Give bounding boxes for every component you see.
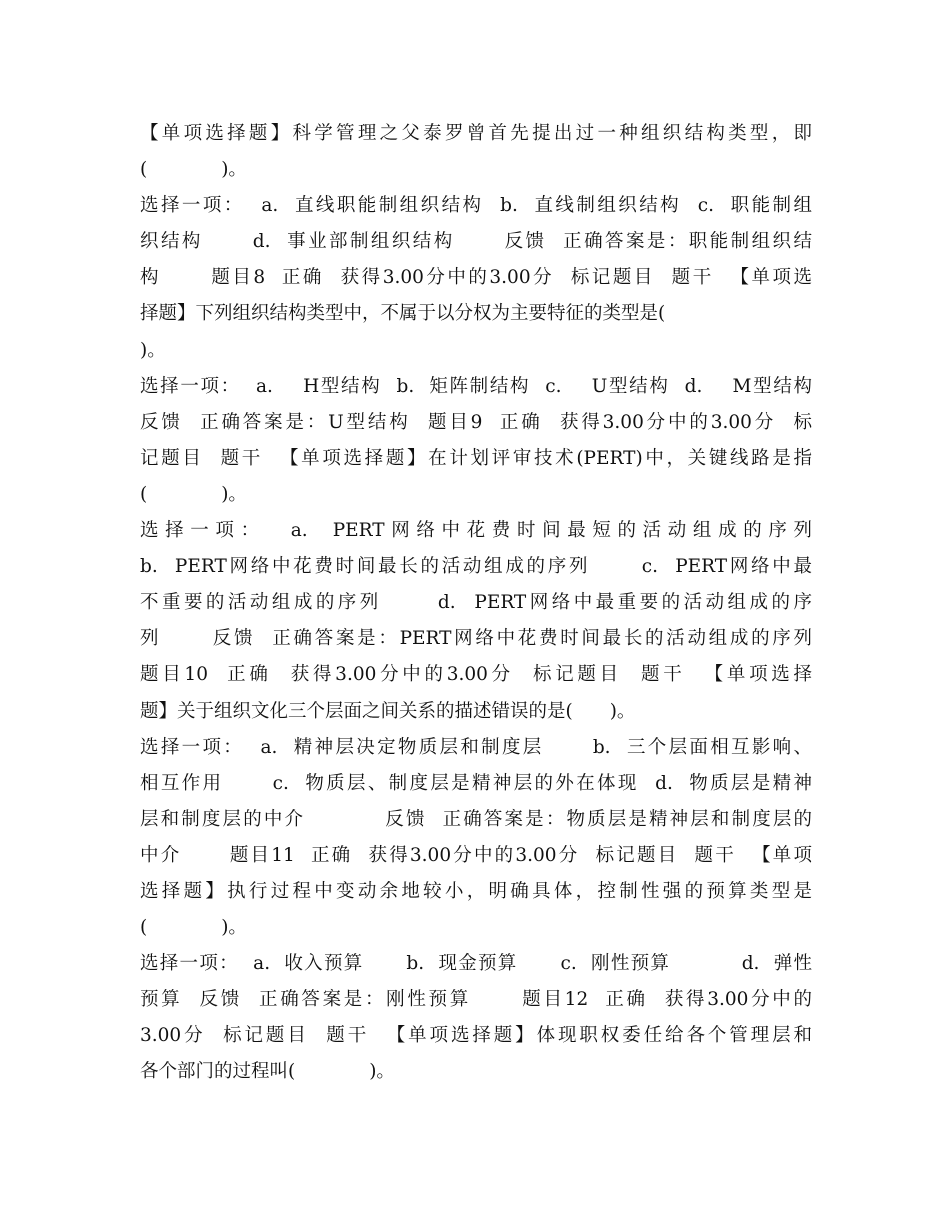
text-line: 反馈 正确答案是：U型结构 题目9 正确 获得3.00分中的3.00分 标 — [140, 411, 812, 433]
text-line: 相互作用 c. 物质层、制度层是精神层的外在体现 d. 物质层是精神 — [140, 772, 812, 794]
text-line: 层和制度层的中介 反馈 正确答案是：物质层是精神层和制度层的 — [140, 808, 812, 830]
text-line: ( )。 — [140, 483, 247, 505]
text-line: 各个部门的过程叫( )。 — [140, 1061, 395, 1083]
text-line: 3.00分 标记题目 题干 【单项选择题】体现职权委任给各个管理层和 — [140, 1025, 812, 1047]
text-line: 选择一项： a. H型结构 b. 矩阵制结构 c. U型结构 d. M型结构 — [140, 375, 812, 397]
text-line: 织结构 d. 事业部制组织结构 反馈 正确答案是：职能制组织结 — [140, 231, 812, 253]
text-line: 择题】下列组织结构类型中，不属于以分权为主要特征的类型是( — [140, 303, 666, 325]
text-line: ( )。 — [140, 159, 247, 181]
text-line: 记题目 题干 【单项选择题】在计划评审技术(PERT)中，关键线路是指 — [140, 447, 812, 469]
text-line: 选择一项： a. PERT网络中花费时间最短的活动组成的序列 — [140, 520, 812, 542]
text-line: 选择题】执行过程中变动余地较小，明确具体，控制性强的预算类型是 — [140, 880, 812, 902]
text-line: 选择一项： a. 直线职能制组织结构 b. 直线制组织结构 c. 职能制组 — [140, 195, 812, 217]
text-line: 列 反馈 正确答案是：PERT网络中花费时间最长的活动组成的序列 — [140, 628, 812, 650]
text-line: ( )。 — [140, 917, 247, 939]
text-line: 预算 反馈 正确答案是：刚性预算 题目12 正确 获得3.00分中的 — [140, 989, 812, 1011]
text-line: b. PERT网络中花费时间最长的活动组成的序列 c. PERT网络中最 — [140, 556, 812, 578]
text-line: 题】关于组织文化三个层面之间关系的描述错误的是( )。 — [140, 700, 636, 722]
text-line: 题目10 正确 获得3.00分中的3.00分 标记题目 题干 【单项选择 — [140, 664, 812, 686]
text-line: 选择一项： a. 精神层决定物质层和制度层 b. 三个层面相互影响、 — [140, 736, 812, 758]
text-line: 选择一项： a. 收入预算 b. 现金预算 c. 刚性预算 d. 弹性 — [140, 953, 812, 975]
document-body — [140, 116, 812, 1091]
text-line: 【单项选择题】科学管理之父泰罗曾首先提出过一种组织结构类型，即 — [140, 123, 812, 144]
text-line: 不重要的活动组成的序列 d. PERT网络中最重要的活动组成的序 — [140, 592, 812, 614]
text-line: 中介 题目11 正确 获得3.00分中的3.00分 标记题目 题干 【单项 — [140, 844, 812, 866]
text-line: 构 题目8 正确 获得3.00分中的3.00分 标记题目 题干 【单项选 — [140, 267, 812, 289]
text-line: )。 — [140, 339, 166, 361]
